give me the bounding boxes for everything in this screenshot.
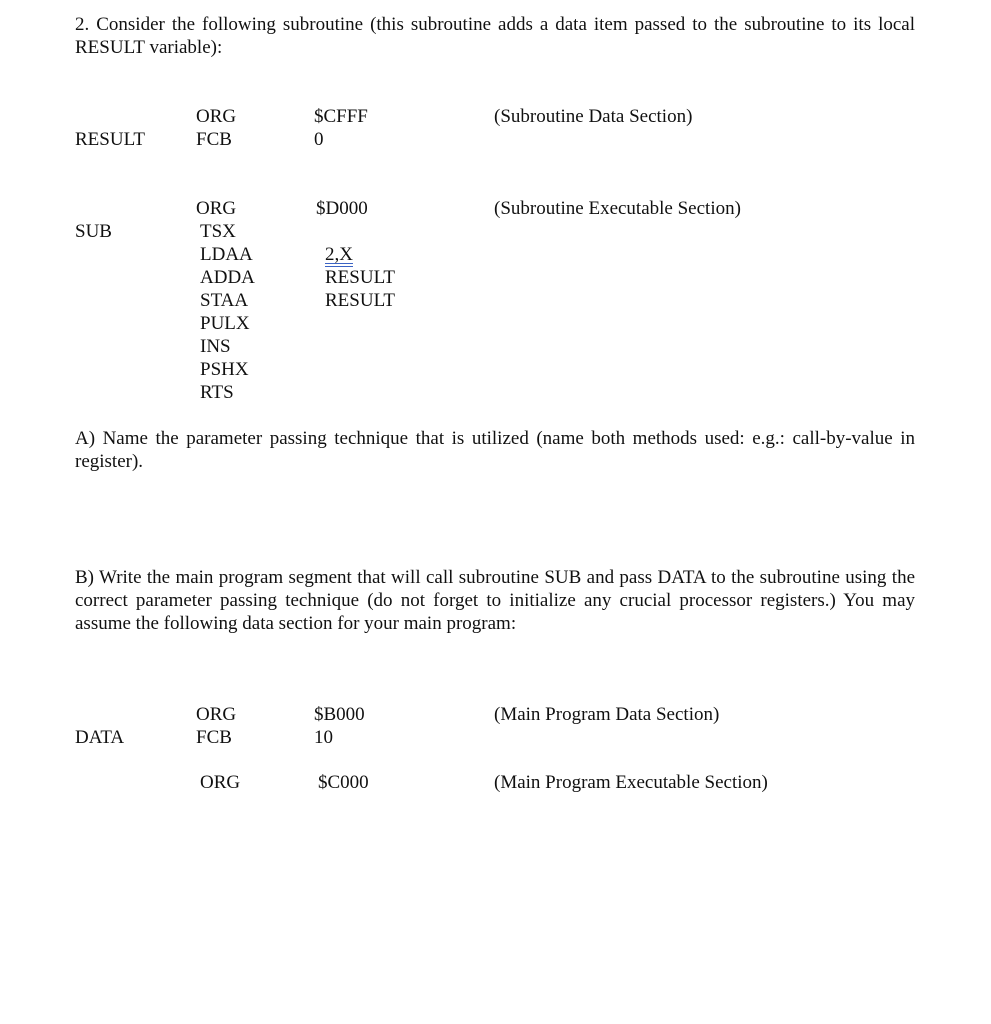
main-executable-section xyxy=(0,771,991,794)
code-line xyxy=(0,381,991,404)
code-opcode: FCB xyxy=(196,727,232,748)
question-part-b: B) Write the main program segment that will call subroutine SUB and pass DATA to the subroutine using the correct parameter passing technique (do not forget to initialize any crucial processor registers.) You may assume the following data section for your main program: xyxy=(75,567,915,634)
subroutine-executable-section xyxy=(0,197,991,404)
code-opcode: LDAA xyxy=(200,244,253,265)
code-line xyxy=(0,703,991,726)
code-line xyxy=(0,105,991,128)
question-intro: 2. Consider the following subroutine (this subroutine adds a data item passed to the subroutine to its local RESULT variable): xyxy=(75,14,915,58)
code-opcode: INS xyxy=(200,336,231,357)
question-part-a: A) Name the parameter passing technique that is utilized (name both methods used: e.g.: call-by-value in register). xyxy=(75,428,915,472)
code-opcode: TSX xyxy=(200,221,236,242)
code-comment: (Subroutine Executable Section) xyxy=(494,198,741,219)
code-line xyxy=(0,128,991,151)
code-opcode: ORG xyxy=(200,772,241,793)
code-comment: (Subroutine Data Section) xyxy=(494,106,693,127)
code-line xyxy=(0,771,991,794)
code-operand: RESULT xyxy=(325,267,396,288)
code-opcode: PSHX xyxy=(200,359,249,380)
code-opcode: ADDA xyxy=(200,267,255,288)
code-operand: 0 xyxy=(314,129,324,150)
code-label: SUB xyxy=(75,221,112,242)
code-opcode: ORG xyxy=(196,704,237,725)
code-line xyxy=(0,726,991,749)
code-line xyxy=(0,312,991,335)
code-line xyxy=(0,358,991,381)
code-comment: (Main Program Executable Section) xyxy=(494,772,768,793)
code-operand: $B000 xyxy=(314,704,365,725)
code-opcode: FCB xyxy=(196,129,232,150)
code-operand: 2,X xyxy=(325,244,353,265)
code-operand: $CFFF xyxy=(314,106,368,127)
code-label: RESULT xyxy=(75,129,146,150)
code-operand: 10 xyxy=(314,727,333,748)
code-line xyxy=(0,266,991,289)
code-opcode: ORG xyxy=(196,198,237,219)
code-line xyxy=(0,197,991,220)
main-data-section xyxy=(0,703,991,749)
code-line xyxy=(0,335,991,358)
code-opcode: ORG xyxy=(196,106,237,127)
code-operand: $D000 xyxy=(316,198,368,219)
code-comment: (Main Program Data Section) xyxy=(494,704,720,725)
code-line xyxy=(0,243,991,266)
code-line xyxy=(0,220,991,243)
code-operand: $C000 xyxy=(318,772,369,793)
code-label: DATA xyxy=(75,727,125,748)
code-opcode: RTS xyxy=(200,382,234,403)
code-opcode: STAA xyxy=(200,290,249,311)
code-line xyxy=(0,289,991,312)
code-opcode: PULX xyxy=(200,313,250,334)
subroutine-data-section xyxy=(0,105,991,151)
code-operand: RESULT xyxy=(325,290,396,311)
